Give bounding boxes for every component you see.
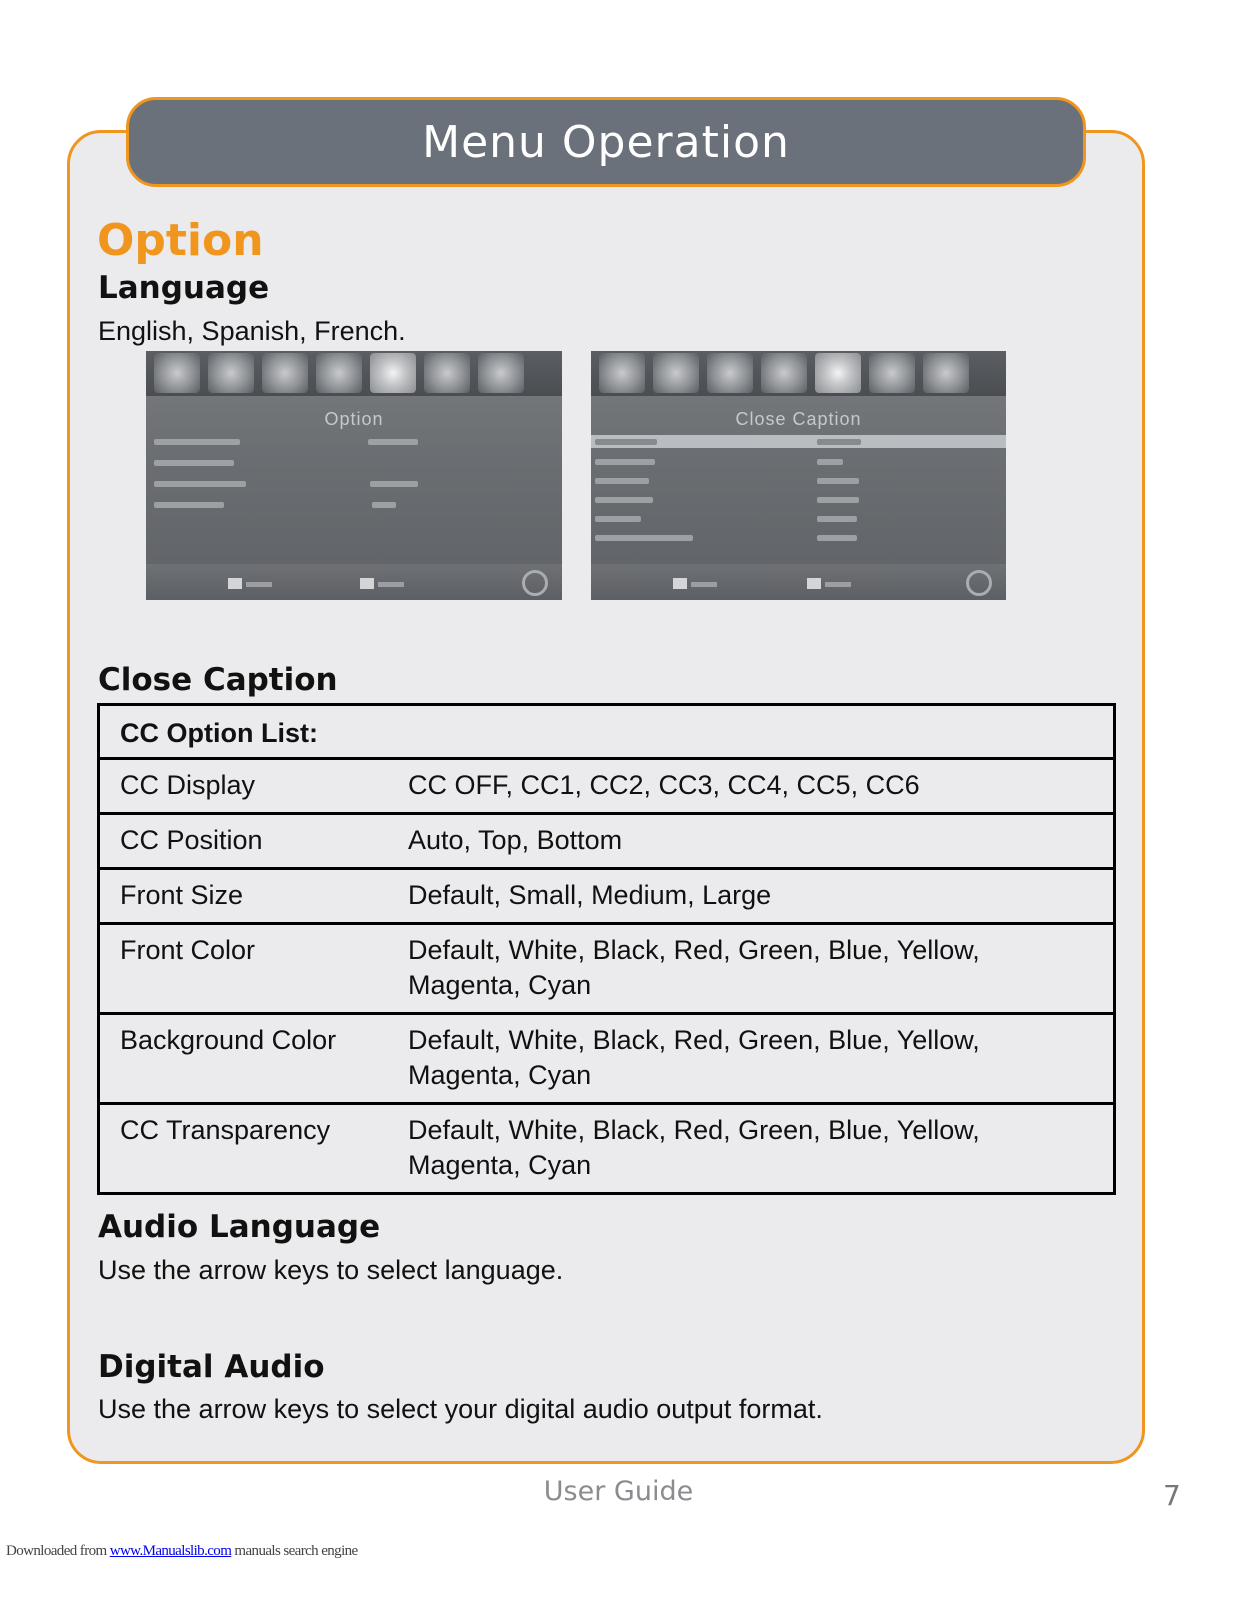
header-title-bar bbox=[126, 97, 1086, 187]
dpad-icon bbox=[966, 570, 992, 596]
screen-title: Option bbox=[324, 409, 384, 429]
option-values: Auto, Top, Bottom bbox=[388, 814, 1115, 869]
table-row bbox=[99, 1014, 1115, 1104]
channel-icon bbox=[262, 353, 308, 393]
page-number: 7 bbox=[1163, 1479, 1181, 1512]
lock-icon bbox=[869, 353, 915, 393]
option-icon bbox=[815, 353, 861, 393]
option-values: Default, White, Black, Red, Green, Blue, Yellow, Magenta, Cyan bbox=[388, 1104, 1115, 1194]
option-name: CC Transparency bbox=[99, 1104, 389, 1194]
table-row bbox=[99, 814, 1115, 869]
time-icon bbox=[761, 353, 807, 393]
screen-title: Close Caption bbox=[735, 409, 862, 429]
option-menu-screenshot bbox=[146, 351, 562, 600]
close-caption-menu-screenshot bbox=[591, 351, 1006, 600]
download-notice bbox=[6, 1543, 358, 1560]
option-name: Front Size bbox=[99, 869, 389, 924]
menu-icon-row bbox=[146, 351, 562, 396]
audio-language-heading: Audio Language bbox=[98, 1209, 381, 1245]
manualslib-link[interactable]: www.Manualslib.com bbox=[109, 1543, 232, 1559]
page-title: Menu Operation bbox=[422, 116, 790, 168]
table-row bbox=[99, 759, 1115, 814]
table-row bbox=[99, 1104, 1115, 1194]
footer-label: User Guide bbox=[543, 1476, 694, 1507]
picture-icon bbox=[599, 353, 645, 393]
download-prefix: Downloaded from bbox=[6, 1543, 107, 1559]
table-row bbox=[99, 924, 1115, 1014]
dpad-icon bbox=[522, 570, 548, 596]
digital-audio-text: Use the arrow keys to select your digital audio output format. bbox=[98, 1394, 823, 1424]
menu-icon-row bbox=[591, 351, 1006, 396]
language-text: English, Spanish, French. bbox=[98, 316, 406, 346]
channel-icon bbox=[707, 353, 753, 393]
option-values: Default, White, Black, Red, Green, Blue, Yellow, Magenta, Cyan bbox=[388, 1014, 1115, 1104]
close-caption-heading: Close Caption bbox=[98, 662, 338, 698]
cc-option-table bbox=[97, 703, 1116, 1195]
option-name: Front Color bbox=[99, 924, 389, 1014]
option-values: Default, Small, Medium, Large bbox=[388, 869, 1115, 924]
option-values: CC OFF, CC1, CC2, CC3, CC4, CC5, CC6 bbox=[388, 759, 1115, 814]
audio-language-text: Use the arrow keys to select language. bbox=[98, 1255, 564, 1285]
option-name: CC Display bbox=[99, 759, 389, 814]
option-name: Background Color bbox=[99, 1014, 389, 1104]
download-suffix: manuals search engine bbox=[234, 1543, 358, 1559]
table-header: CC Option List: bbox=[120, 718, 318, 748]
table-row bbox=[99, 869, 1115, 924]
section-title: Option bbox=[97, 215, 264, 266]
sound-icon bbox=[208, 353, 254, 393]
screen-footer bbox=[591, 564, 1006, 600]
option-icon bbox=[370, 353, 416, 393]
option-values: Default, White, Black, Red, Green, Blue, Yellow, Magenta, Cyan bbox=[388, 924, 1115, 1014]
setup-icon bbox=[923, 353, 969, 393]
table-header-row bbox=[99, 705, 1115, 759]
lock-icon bbox=[424, 353, 470, 393]
digital-audio-heading: Digital Audio bbox=[98, 1349, 325, 1385]
picture-icon bbox=[154, 353, 200, 393]
option-name: CC Position bbox=[99, 814, 389, 869]
setup-icon bbox=[478, 353, 524, 393]
screen-footer bbox=[146, 564, 562, 600]
language-heading: Language bbox=[98, 270, 270, 306]
sound-icon bbox=[653, 353, 699, 393]
time-icon bbox=[316, 353, 362, 393]
